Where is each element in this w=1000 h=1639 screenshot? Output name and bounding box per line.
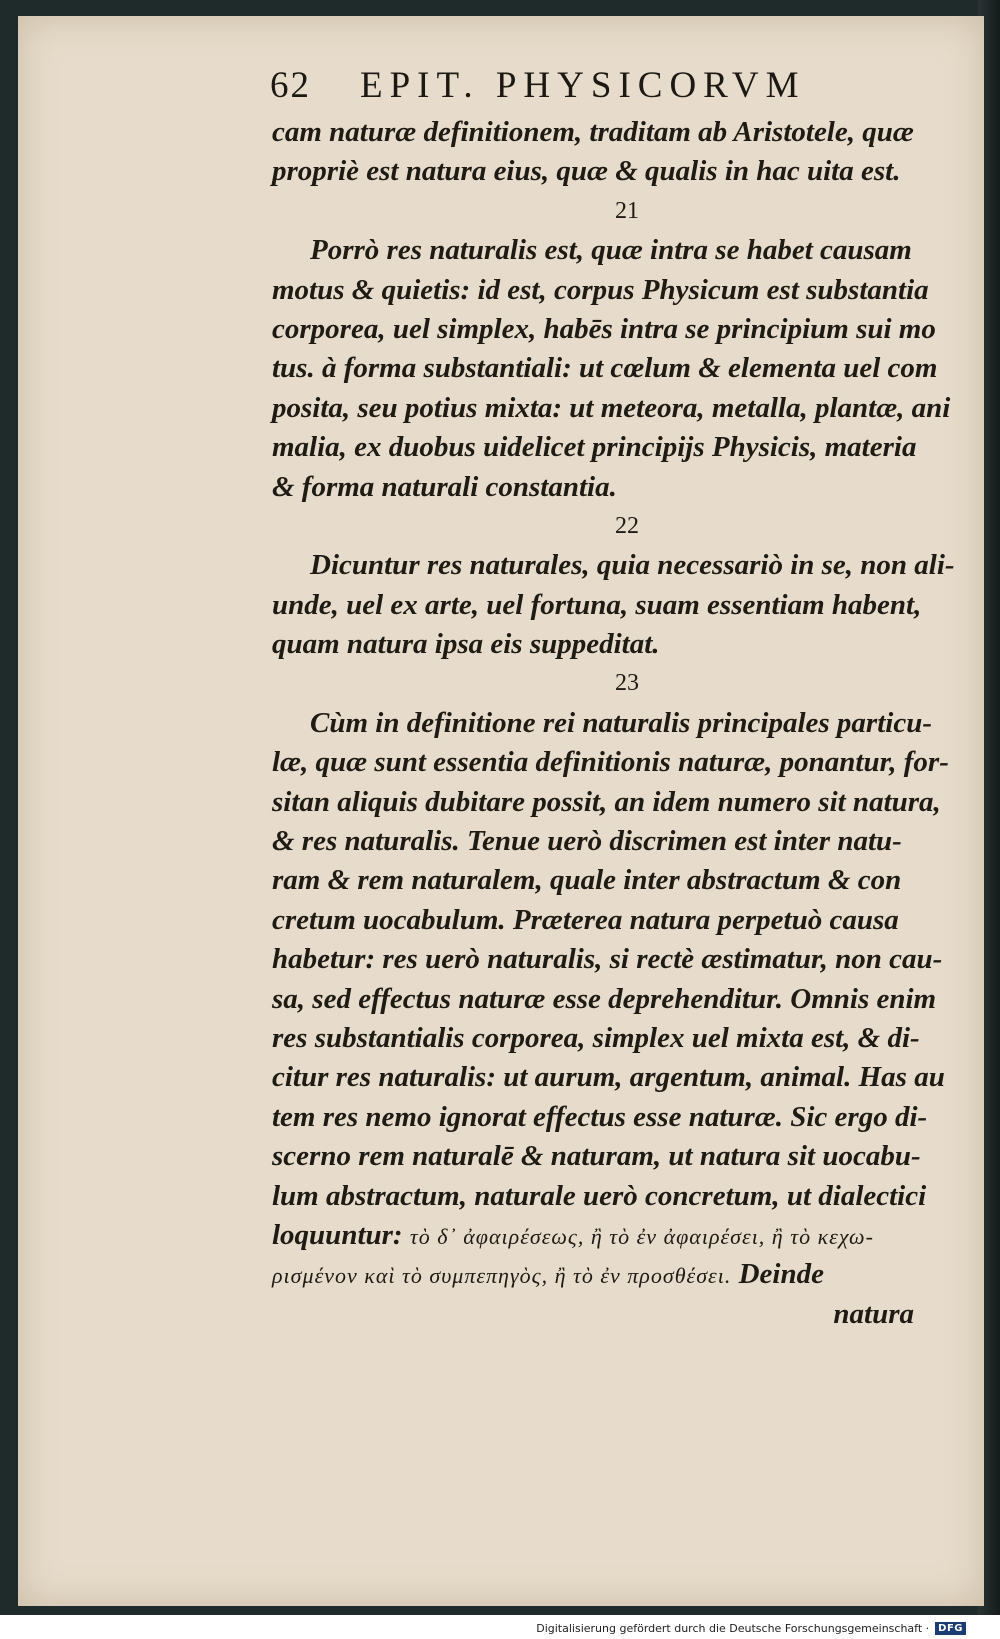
section-number: 23	[615, 670, 639, 697]
greek-text: τὸ δ᾽ ἀφαιρέσεως, ἢ τὸ ἐν ἀφαιρέσει, ἢ τὸ κεχω-	[409, 1223, 874, 1249]
text-line: Porrò res naturalis est, quæ intra se habet causam	[310, 234, 912, 267]
text-line: malia, ex duobus uidelicet principijs Physicis, materia	[272, 431, 917, 464]
text-line: Cùm in definitione rei naturalis principales particu-	[310, 706, 932, 739]
text-line: & forma naturali constantia.	[272, 470, 617, 503]
text-line	[272, 1216, 954, 1255]
text-line: sa, sed effectus naturæ esse deprehenditur. Omnis enim	[272, 982, 937, 1015]
text-line: sitan aliquis dubitare possit, an idem numero sit natura,	[272, 785, 941, 818]
page-number: 62	[270, 65, 311, 106]
body-text	[272, 113, 954, 1334]
digitization-credit	[536, 1619, 966, 1637]
text-line: cretum uocabulum. Præterea natura perpetuò causa	[272, 903, 899, 936]
page-header	[250, 64, 870, 112]
text-line: habetur: res uerò naturalis, si rectè æstimatur, non cau-	[272, 943, 943, 976]
text-line: posita, seu potius mixta: ut meteora, metalla, plantæ, ani	[272, 391, 951, 424]
text-line: cam naturæ definitionem, traditam ab Aristotele, quæ	[272, 116, 914, 148]
catchword: natura	[833, 1297, 914, 1330]
text-line: tem res nemo ignorat effectus esse naturæ. Sic ergo di-	[272, 1100, 928, 1133]
text-line: quam natura ipsa eis suppeditat.	[272, 628, 660, 661]
text-line: læ, quæ sunt essentia definitionis naturæ, ponantur, for-	[272, 746, 949, 779]
text-line: tus. à forma substantiali: ut cœlum & elementa uel com	[272, 352, 938, 385]
text-line: scerno rem naturalē & naturam, ut natura sit uocabu-	[272, 1140, 921, 1173]
greek-text: ρισμένον καὶ τὸ συμπεπηγὸς, ἢ τὸ ἐν προσθέσει.	[272, 1263, 732, 1289]
text-line: & res naturalis. Tenue uerò discrimen est inter natu-	[272, 825, 902, 858]
section-number: 21	[615, 197, 639, 224]
text-line: lum abstractum, naturale uerò concretum, ut dialectici	[272, 1179, 927, 1212]
text-line: unde, uel ex arte, uel fortuna, suam essentiam habent,	[272, 588, 922, 621]
dfg-logo: DFG	[935, 1622, 966, 1635]
credit-text: Digitalisierung gefördert durch die Deutsche Forschungsgemeinschaft ·	[536, 1621, 930, 1635]
text-line: res substantialis corporea, simplex uel mixta est, & di-	[272, 1021, 920, 1054]
text-line: propriè est natura eius, quæ & qualis in hac uita est.	[272, 155, 901, 188]
text-line: motus & quietis: id est, corpus Physicum est substantia	[272, 273, 929, 306]
text-line: Dicuntur res naturales, quia necessariò in se, non ali-	[310, 549, 955, 582]
section-number: 22	[615, 512, 639, 539]
text-line: corporea, uel simplex, habēs intra se principium sui mo	[272, 312, 936, 345]
text-line: citur res naturalis: ut aurum, argentum, animal. Has au	[272, 1061, 945, 1094]
text-line	[272, 1255, 954, 1294]
text-fragment: Deinde	[738, 1258, 824, 1291]
text-fragment: loquuntur:	[272, 1218, 403, 1251]
running-title: EPIT. PHYSICORVM	[360, 65, 806, 106]
text-line: ram & rem naturalem, quale inter abstractum & con	[272, 864, 902, 897]
